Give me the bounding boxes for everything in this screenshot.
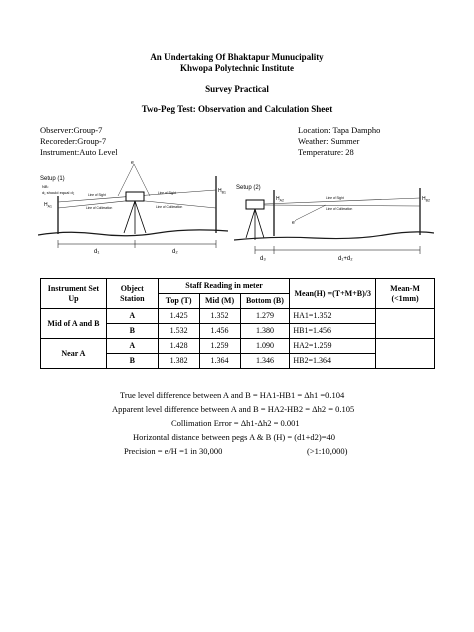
- top-cell: 1.428: [158, 339, 199, 354]
- precision-requirement-text: (>1:10,000): [307, 446, 348, 456]
- observation-table: [40, 278, 435, 369]
- apparent-difference-text: Apparent level difference between A and B = HA2-HB2 = Δh2 = 0.105: [112, 404, 355, 414]
- line-of-collimation-2-label: Line of Collimation: [326, 207, 353, 211]
- header-instrument-setup: Instrument Set Up: [41, 279, 107, 309]
- mean-cell: HA2=1.259: [290, 339, 376, 354]
- header-mid: Mid (M): [199, 294, 240, 309]
- object-cell: A: [106, 309, 158, 324]
- setup-1-note-1: NB:: [42, 184, 49, 189]
- header-line-1: An Undertaking Of Bhaktapur Munucipality: [150, 52, 324, 62]
- tripod-leg-2a: [246, 209, 255, 238]
- mid-cell: 1.352: [199, 309, 240, 324]
- ha1-label: $H_{A1}$: [44, 202, 52, 209]
- ha2-label: $H_{A2}$: [276, 196, 284, 203]
- mean-cell: HA1=1.352: [290, 309, 376, 324]
- tripod-leg-1c: [135, 201, 146, 233]
- header-staff-reading: Staff Reading in meter: [158, 279, 290, 294]
- header-mean: Mean(H) =(T+M+B)/3: [290, 279, 376, 309]
- instrument-text: Instrument:Auto Level: [40, 147, 118, 157]
- tripod-leg-2c: [255, 209, 264, 238]
- table-row: [41, 309, 435, 324]
- object-cell: A: [106, 339, 158, 354]
- error-line-1b: [134, 164, 150, 196]
- mean-m-cell: [376, 309, 435, 339]
- bottom-cell: 1.090: [240, 339, 290, 354]
- bottom-cell: 1.380: [240, 324, 290, 339]
- header-top: Top (T): [158, 294, 199, 309]
- collimation-line-2: [264, 205, 420, 206]
- subject-title: Survey Practical: [205, 84, 269, 94]
- bottom-cell: 1.346: [240, 354, 290, 369]
- object-cell: B: [106, 354, 158, 369]
- hb2-label: $H_{B2}$: [422, 196, 430, 203]
- bottom-cell: 1.279: [240, 309, 290, 324]
- sheet-title: Two-Peg Test: Observation and Calculation Sheet: [141, 104, 333, 114]
- mean-m-cell: [376, 339, 435, 369]
- info-left: [40, 125, 118, 158]
- header-bottom: Bottom (B): [240, 294, 290, 309]
- setup-cell: Mid of A and B: [41, 309, 107, 339]
- mean-cell: HB2=1.364: [290, 354, 376, 369]
- setup-2-label: Setup (2): [236, 185, 261, 191]
- line-of-sight-1b-label: Line of Sight: [158, 191, 176, 195]
- collimation-error-text: Collimation Error = Δh1-Δh2 = 0.001: [171, 418, 300, 428]
- mid-cell: 1.259: [199, 339, 240, 354]
- line-of-collimation-1b-label: Line of Collimation: [156, 205, 183, 209]
- line-of-sight-1-label: Line of Sight: [88, 193, 106, 197]
- mean-cell: HB1=1.456: [290, 324, 376, 339]
- setup-1-diagram: [38, 158, 228, 263]
- mid-cell: 1.456: [199, 324, 240, 339]
- table-row: [41, 339, 435, 354]
- e-label-1: e: [131, 160, 134, 166]
- tripod-leg-1a: [124, 201, 135, 233]
- precision-text: Precision = e/H =1 in 30,000: [124, 446, 223, 456]
- setup-1-note-2: d₁ should equal d₂: [42, 190, 75, 195]
- ground-line-1: [38, 230, 228, 236]
- weather-text: Weather: Summer: [298, 136, 360, 146]
- mid-cell: 1.364: [199, 354, 240, 369]
- info-right: [298, 125, 380, 158]
- header-mean-m: Mean-M (<1mm): [376, 279, 435, 309]
- setup-1-label: Setup (1): [40, 176, 65, 182]
- top-cell: 1.532: [158, 324, 199, 339]
- e-prime-arrow: [296, 205, 326, 220]
- recorder-text: Recoreder:Group-7: [40, 136, 107, 146]
- true-difference-text: True level difference between A and B = HA1-HB1 = Δh1 =0.104: [120, 390, 345, 400]
- top-cell: 1.382: [158, 354, 199, 369]
- header-object-station: Object Station: [106, 279, 158, 309]
- top-cell: 1.425: [158, 309, 199, 324]
- hb1-label: $H_{B1}$: [218, 188, 226, 195]
- level-instrument-1: [126, 192, 144, 201]
- observer-text: Observer:Group-7: [40, 125, 103, 135]
- e-prime-label: e': [292, 220, 296, 226]
- header-line-2: Khwopa Polytechnic Institute: [179, 63, 294, 73]
- d12-label: d₁+d₂: [338, 256, 353, 262]
- object-cell: B: [106, 324, 158, 339]
- line-of-collimation-1-label: Line of Collimation: [86, 206, 113, 210]
- level-instrument-2: [246, 200, 264, 209]
- error-line-1a: [118, 164, 134, 196]
- location-text: Location: Tapa Dampho: [298, 125, 381, 135]
- ground-line-2: [234, 232, 434, 240]
- d1-label: d₁: [94, 249, 100, 255]
- horizontal-distance-text: Horizontal distance between pegs A & B (H) = (d1+d2)=40: [133, 432, 336, 442]
- d2-label: d₂: [172, 249, 178, 255]
- d3-label: d₃: [260, 256, 266, 262]
- line-of-sight-2-label: Line of Sight: [326, 196, 344, 200]
- setup-cell: Near A: [41, 339, 107, 369]
- setup-2-diagram: [234, 178, 434, 268]
- temperature-text: Temperature: 28: [298, 147, 354, 157]
